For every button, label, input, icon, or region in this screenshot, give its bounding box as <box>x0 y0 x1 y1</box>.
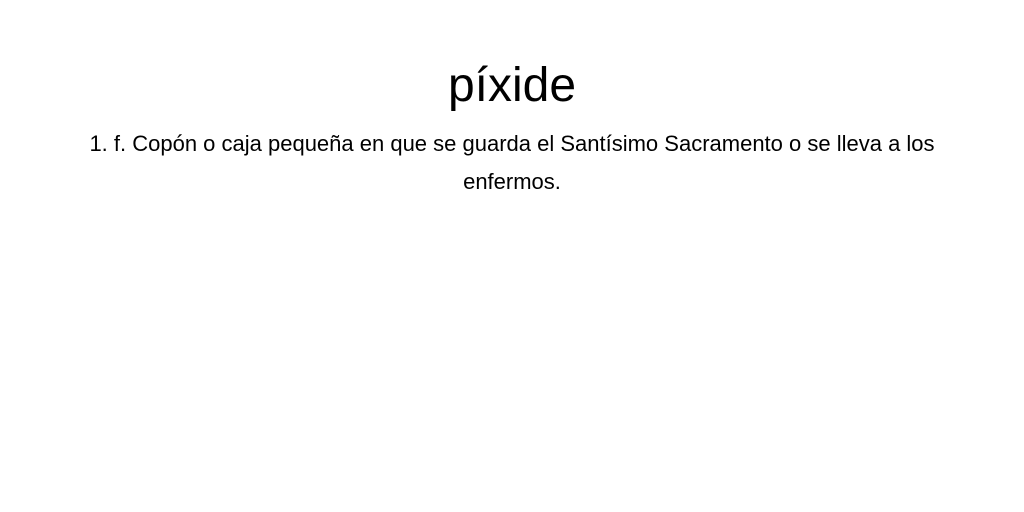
headword: píxide <box>447 59 577 112</box>
dictionary-entry <box>0 0 1024 201</box>
definition: 1. f. Copón o caja pequeña en que se guarda el Santísimo Sacramento o se lleva a los enfermos. <box>89 131 935 194</box>
